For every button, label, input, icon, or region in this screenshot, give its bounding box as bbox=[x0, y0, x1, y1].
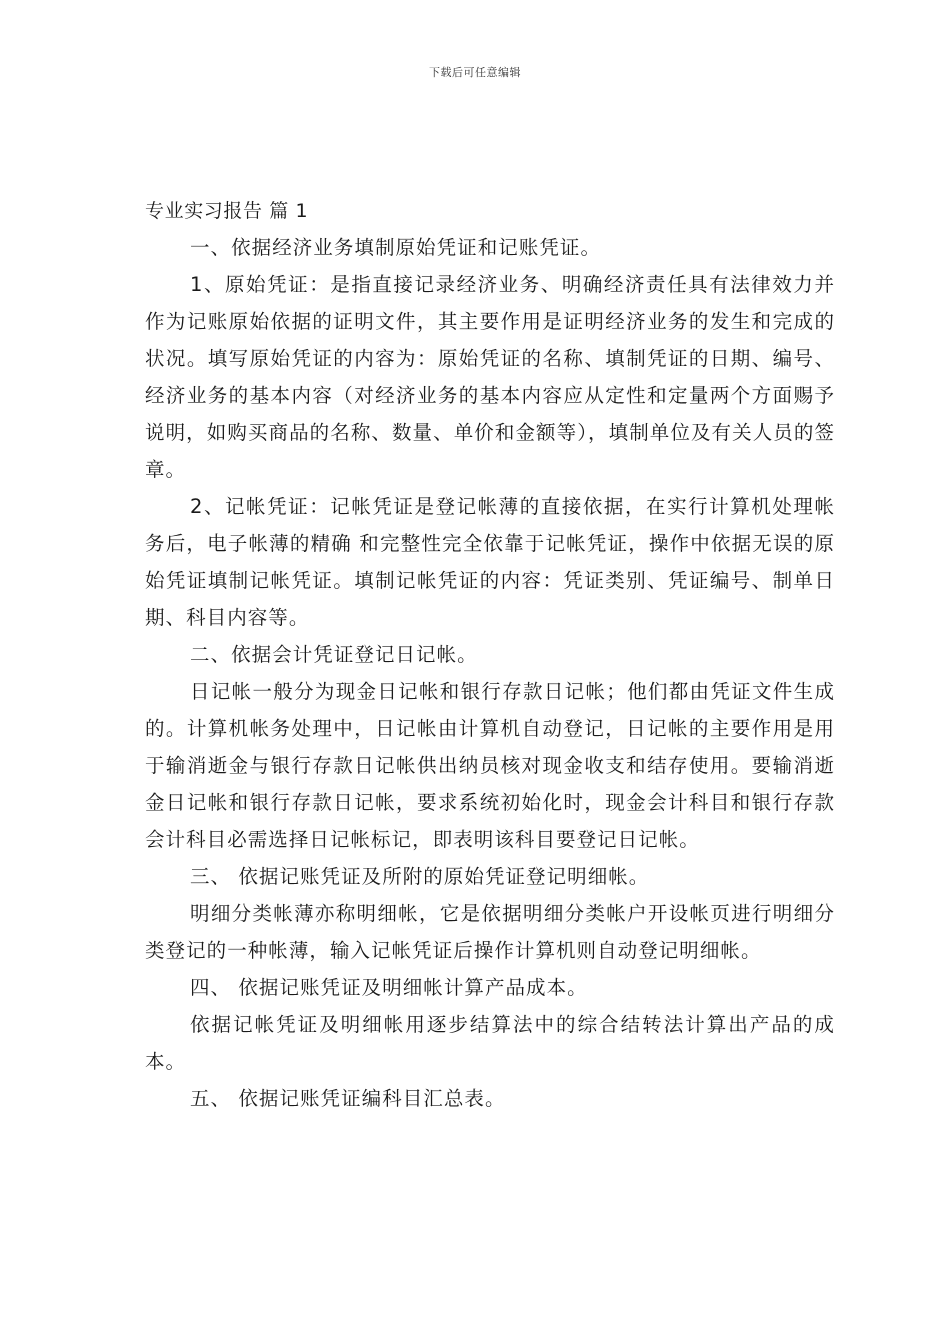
document-body bbox=[145, 193, 835, 1117]
paragraph-product-cost: 依据记帐凭证及明细帐用逐步结算法中的综合结转法计算出产品的成本。 bbox=[145, 1013, 835, 1073]
paragraph-journal: 日记帐一般分为现金日记帐和银行存款日记帐；他们都由凭证文件生成的。计算机帐务处理中，日记帐由计算机自动登记，日记帐的主要作用是用于输消逝金与银行存款日记帐供出纳员核对现金收支和结存使用。要输消逝金日记帐和银行存款日记帐，要求系统初始化时，现金会计科目和银行存款会计科目必需选择日记帐标记，即表明该科目要登记日记帐。 bbox=[145, 680, 835, 851]
header-note: 下载后可任意编辑 bbox=[429, 66, 521, 79]
paragraph-accounting-voucher: 2、记帐凭证：记帐凭证是登记帐薄的直接依据，在实行计算机处理帐务后，电子帐薄的精确 和完整性完全依靠于记帐凭证，操作中依据无误的原始凭证填制记帐凭证。填制记帐凭证的内容：凭证类别、凭证编号、制单日期、科目内容等。 bbox=[145, 495, 835, 629]
section-heading-5: 五、 依据记账凭证编科目汇总表。 bbox=[190, 1087, 506, 1110]
section-heading-2: 二、依据会计凭证登记日记帐。 bbox=[190, 643, 478, 666]
section-heading-3: 三、 依据记账凭证及所附的原始凭证登记明细帐。 bbox=[190, 865, 650, 888]
paragraph-original-voucher: 1、原始凭证：是指直接记录经济业务、明确经济责任具有法律效力并作为记账原始依据的证明文件，其主要作用是证明经济业务的发生和完成的状况。填写原始凭证的内容为：原始凭证的名称、填制凭证的日期、编号、经济业务的基本内容（对经济业务的基本内容应从定性和定量两个方面赐予说明，如购买商品的名称、数量、单价和金额等），填制单位及有关人员的签章。 bbox=[145, 273, 835, 481]
section-heading-4: 四、 依据记账凭证及明细帐计算产品成本。 bbox=[190, 976, 588, 999]
section-heading-1: 一、依据经济业务填制原始凭证和记账凭证。 bbox=[190, 236, 602, 259]
document-title: 专业实习报告 篇 1 bbox=[145, 200, 309, 222]
paragraph-subsidiary-ledger: 明细分类帐薄亦称明细帐，它是依据明细分类帐户开设帐页进行明细分类登记的一种帐薄，输入记帐凭证后操作计算机则自动登记明细帐。 bbox=[145, 902, 835, 962]
